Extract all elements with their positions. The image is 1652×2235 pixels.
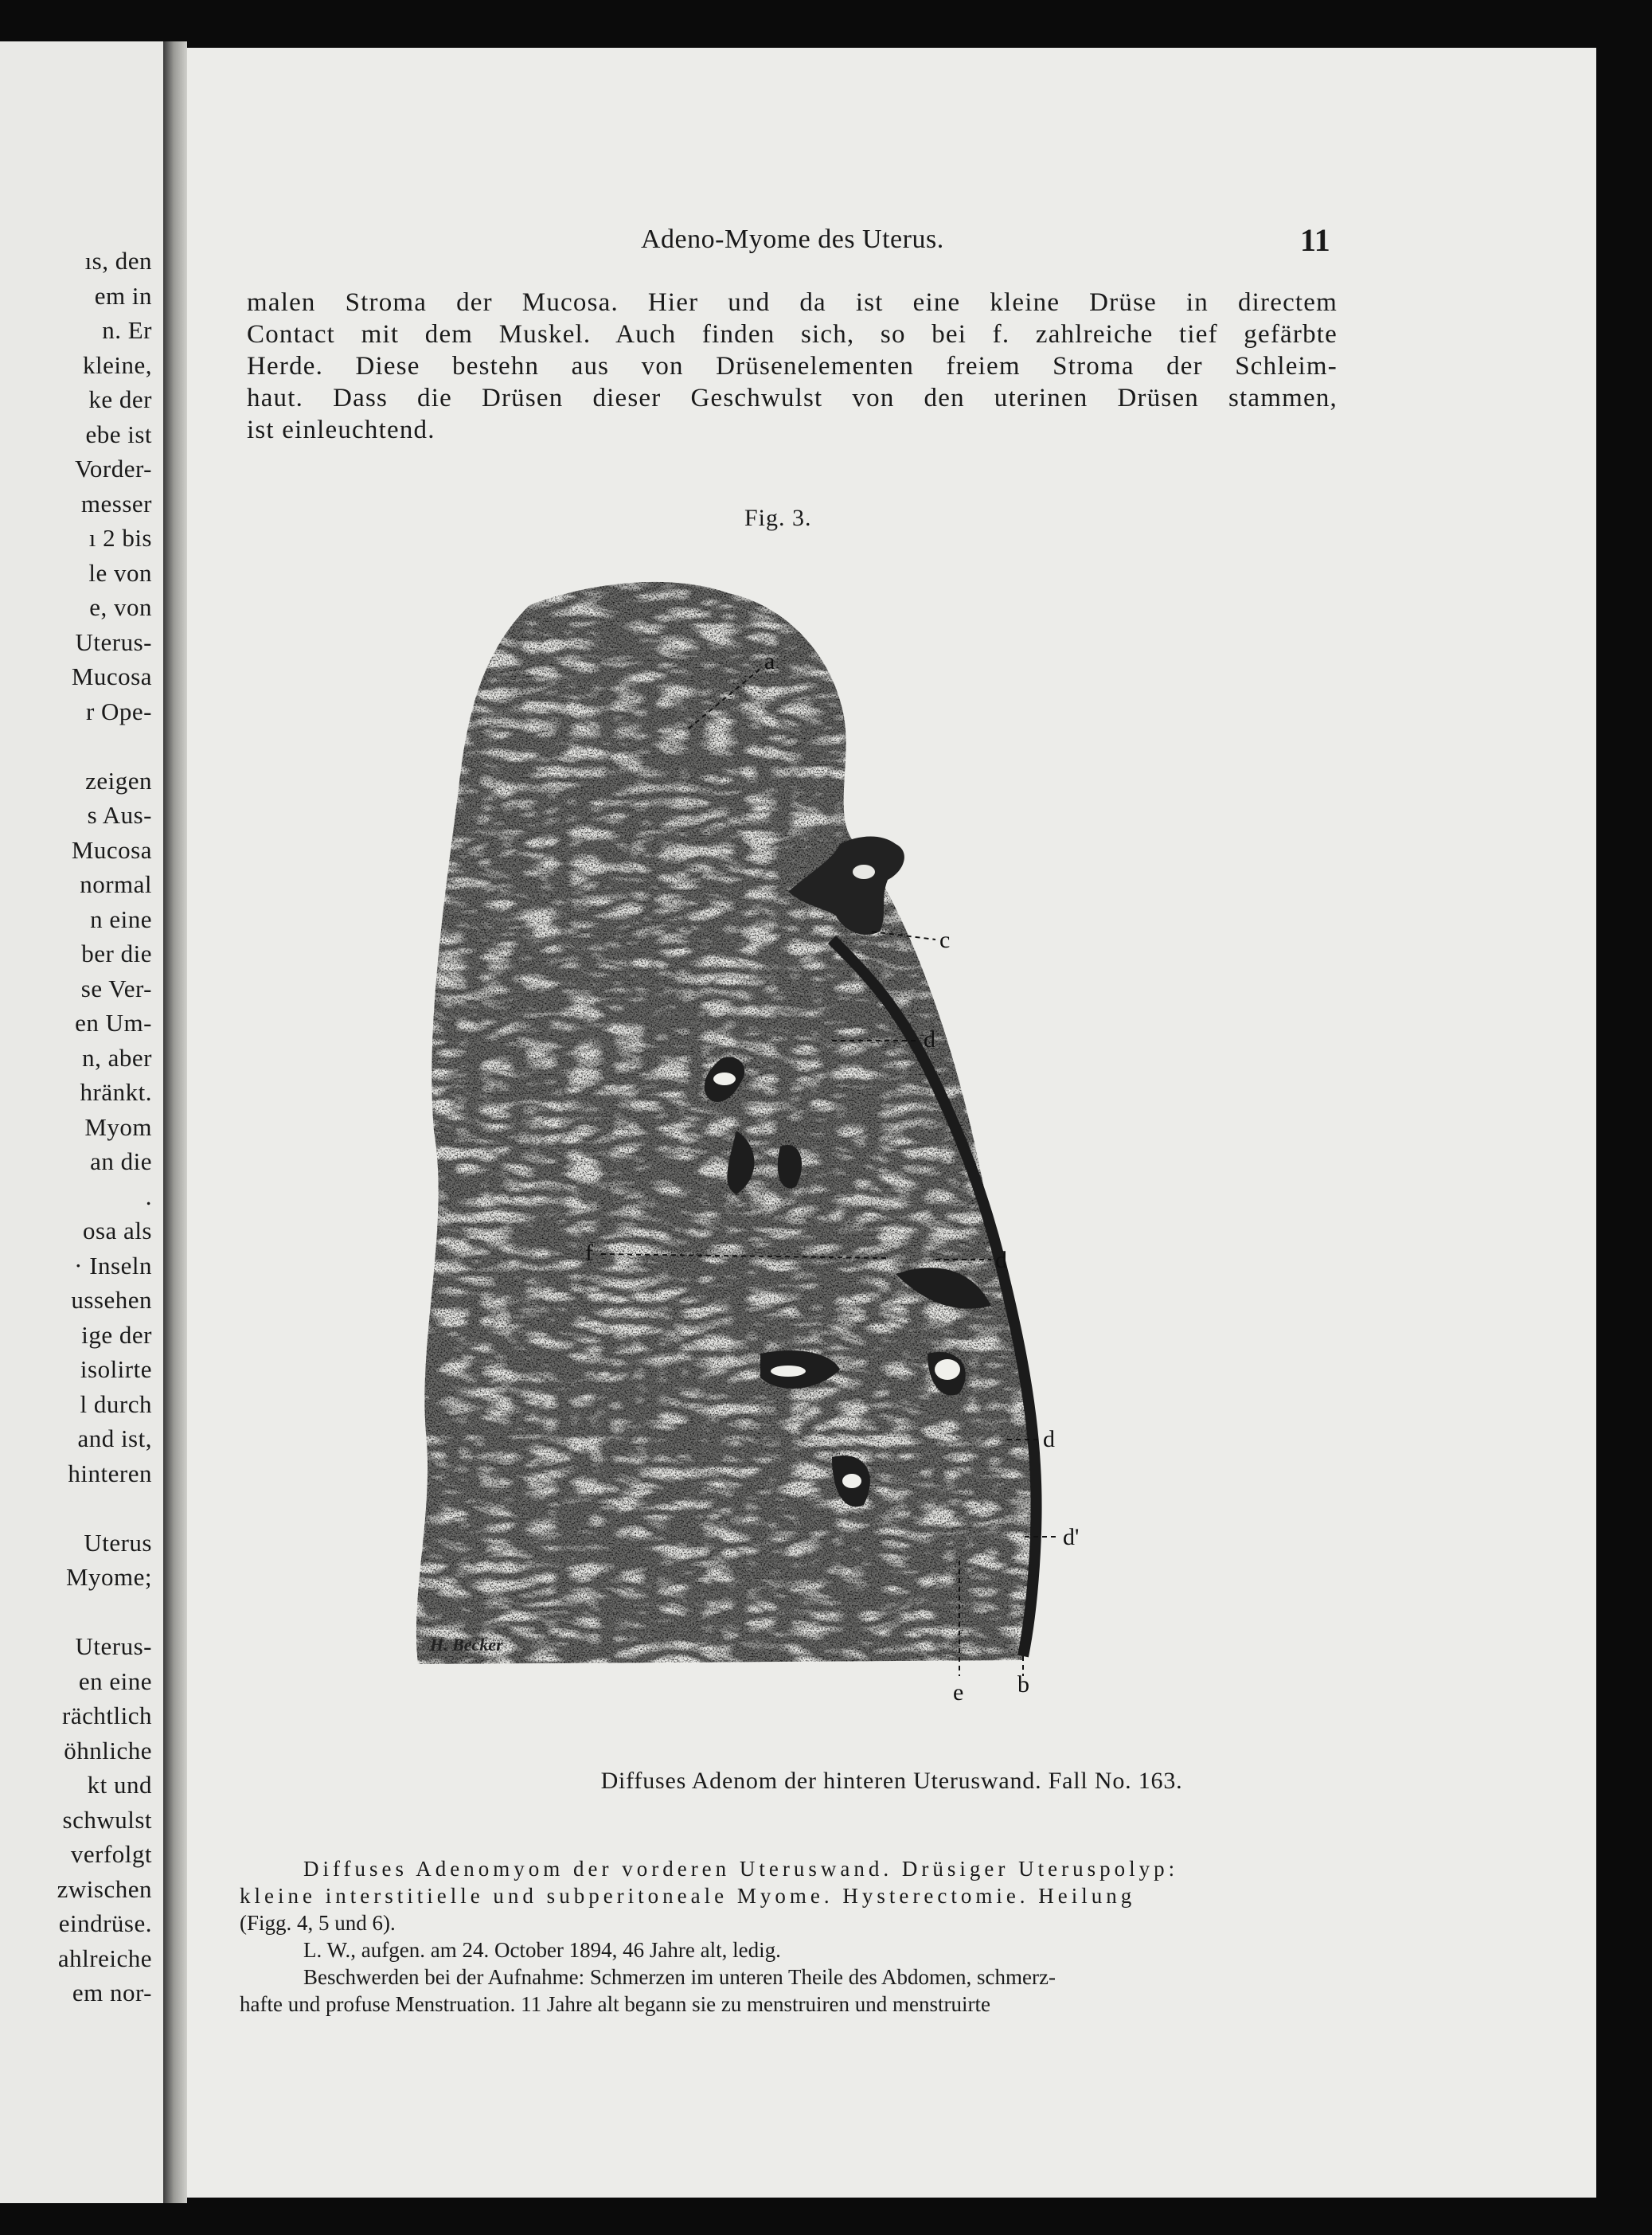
gland-lumen	[935, 1359, 960, 1380]
gland-lumen	[771, 1366, 806, 1377]
left-page-line: kt und	[87, 1771, 152, 1799]
left-page-line: Myom	[84, 1112, 152, 1141]
marker-d-prime: d'	[1063, 1524, 1080, 1550]
marker-b: b	[1017, 1671, 1029, 1698]
marker-d: d	[1043, 1426, 1055, 1452]
running-head	[187, 222, 1596, 261]
artist-signature: H. Becker	[430, 1635, 503, 1655]
left-page-line: öhnliche	[64, 1736, 152, 1764]
left-page-line: l durch	[80, 1389, 152, 1418]
page-number: 11	[1300, 222, 1330, 258]
histology-illustration	[386, 557, 1182, 1720]
left-page-line: n. Er	[102, 316, 152, 344]
left-page-line: hinteren	[68, 1459, 152, 1487]
left-page-line: isolirte	[80, 1355, 152, 1383]
left-page-line: ıs, den	[84, 247, 152, 275]
case-report	[240, 1855, 1338, 2018]
intro-line: Contact mit dem Muskel. Auch finden sich, so bei f. zahlreiche tief gefärbte	[247, 320, 1338, 349]
case-title-line: kleine interstitielle und subperitoneale Myome. Hysterectomie. Heilung	[240, 1884, 1136, 1908]
left-page-line: ke der	[88, 385, 152, 413]
marker-f: f	[585, 1240, 593, 1266]
left-page-line: ebe ist	[85, 420, 152, 448]
gland-dark	[778, 1145, 802, 1189]
figure-caption: Diffuses Adenom der hinteren Uteruswand. Fall No. 163.	[600, 1768, 1183, 1794]
intro-line: Herde. Diese bestehn aus von Drüsenelementen freiem Stroma der Schleim-	[247, 352, 1338, 381]
left-page-line: .	[145, 1182, 152, 1210]
marker-a: a	[764, 648, 775, 674]
left-page-line: ige der	[81, 1320, 152, 1349]
complaints-line: Beschwerden bei der Aufnahme: Schmerzen im unteren Theile des Abdomen, schmerz-	[303, 1965, 1056, 1989]
left-page-line: n, aber	[82, 1043, 152, 1072]
left-page-line: ı 2 bis	[88, 524, 152, 552]
left-page-line: Vorder-	[75, 455, 152, 483]
left-page-fragment	[0, 41, 163, 2203]
left-page-line: ussehen	[71, 1286, 152, 1314]
left-page-line: le von	[88, 558, 152, 587]
left-page-line: an die	[90, 1147, 152, 1175]
left-page-line: kleine,	[83, 350, 152, 379]
left-page-line: em in	[94, 281, 152, 310]
case-title-line: (Figg. 4, 5 und 6).	[240, 1911, 396, 1935]
patient-line: L. W., aufgen. am 24. October 1894, 46 Jahre alt, ledig.	[303, 1938, 781, 1962]
left-page-line: rächtlich	[62, 1702, 152, 1729]
left-page-line: Mucosa	[71, 662, 152, 690]
left-page-line: em nor-	[72, 1979, 152, 2006]
left-page-line: · Inseln	[74, 1251, 152, 1280]
left-page-line: verfolgt	[70, 1840, 152, 1868]
left-page-line: Uterus-	[75, 627, 152, 656]
intro-line: ist einleuchtend.	[247, 416, 435, 444]
left-page-line: e, von	[89, 593, 152, 621]
complaints-line: hafte und profuse Menstruation. 11 Jahre alt begann sie zu menstruiren und menstruirte	[240, 1992, 990, 2016]
left-page-line: Uterus-	[75, 1632, 152, 1660]
intro-paragraph	[247, 287, 1338, 446]
polyp-gland	[853, 865, 875, 879]
intro-line: malen Stroma der Mucosa. Hier und da ist eine kleine Drüse in directem	[247, 288, 1338, 317]
left-page-line: en Um-	[75, 1009, 152, 1037]
left-page-line: eindrüse.	[58, 1909, 152, 1937]
left-page-line: n eine	[90, 905, 152, 933]
left-page-line: normal	[80, 870, 152, 898]
left-page-line: r Ope-	[85, 697, 152, 725]
left-page-line: ahlreiche	[57, 1944, 152, 1972]
book-gutter	[163, 41, 187, 2203]
left-page-line: messer	[80, 489, 152, 518]
figure-label: Fig. 3.	[744, 505, 812, 531]
scanned-page	[187, 48, 1596, 2198]
tissue-streaks	[416, 582, 1039, 1664]
left-page-line: ber die	[81, 940, 152, 967]
case-title-line: Diffuses Adenomyom der vorderen Uteruswand. Drüsiger Uteruspolyp:	[303, 1857, 1179, 1881]
left-page-line: schwulst	[62, 1805, 152, 1834]
gland-lumen	[842, 1474, 861, 1488]
marker-c: c	[939, 927, 951, 953]
left-page-line: Mucosa	[71, 835, 152, 864]
marker-d: d	[995, 1247, 1007, 1273]
left-page-line: Myome;	[65, 1563, 152, 1591]
left-page-line: s Aus-	[87, 801, 152, 829]
left-page-line: se Ver-	[80, 974, 152, 1002]
header-title: Adeno-Myome des Uterus.	[641, 225, 944, 254]
marker-d: d	[924, 1026, 935, 1053]
left-page-line: and ist,	[77, 1424, 152, 1452]
intro-line: haut. Dass die Drüsen dieser Geschwulst von den uterinen Drüsen stammen,	[247, 384, 1338, 412]
left-page-line: osa als	[82, 1217, 152, 1244]
left-page-line: en eine	[78, 1666, 152, 1695]
gland-lumen	[713, 1073, 736, 1085]
marker-e: e	[953, 1679, 964, 1706]
left-page-line: Uterus	[84, 1528, 152, 1557]
left-page-line: zeigen	[85, 766, 152, 795]
left-page-line: zwischen	[57, 1874, 152, 1903]
histology-figure	[386, 557, 1182, 1720]
left-page-line: hränkt.	[80, 1078, 152, 1106]
